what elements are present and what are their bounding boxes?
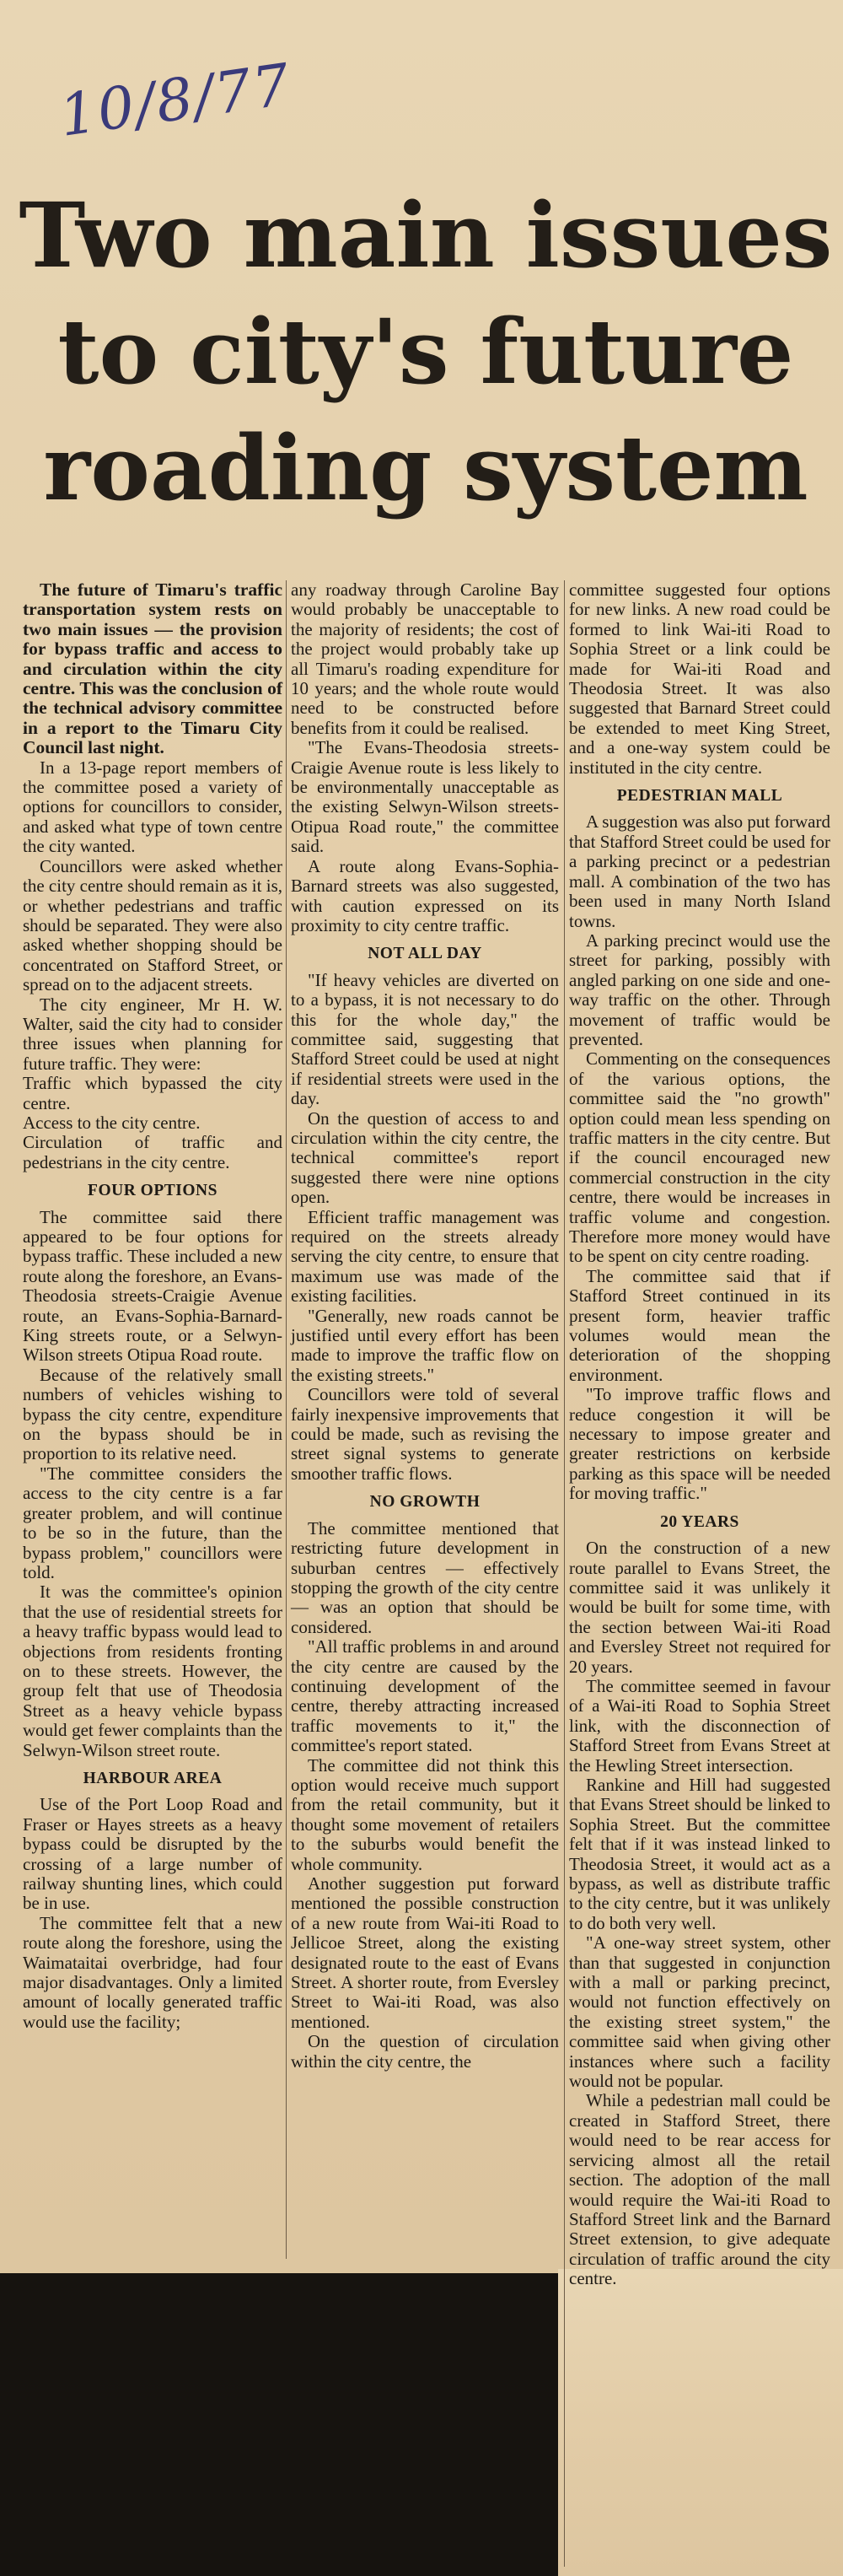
article-paragraph: "Generally, new roads cannot be justified until every effort has been made to improve the traffic flow on the existing streets." <box>291 1305 559 1385</box>
article-paragraph: Councillors were asked whether the city centre should remain as it is, or whether pedestrians and traffic should be separated. They were also asked whether shopping should be concentrated on Stafford Street, or spread on to the adjacent streets. <box>23 855 282 995</box>
article-lead-paragraph: The future of Timaru's traffic transportation system rests on two main issues — the provision for bypass traffic and access to and circulation within the city centre. This was the conclusion of the technical advisory committee in a report to the Timaru City Council last night. <box>23 579 282 758</box>
section-subheading: PEDESTRIAN MALL <box>616 787 783 806</box>
article-paragraph: "The committee considers the access to the city centre is a far greater problem, and will continue to be so in the future, than the bypass problem," councillors were told. <box>23 1463 282 1582</box>
article-paragraph-continued: committee suggested four options for new links. A new road could be formed to link Wai-iti Road to Sophia Street or a link could be made for Wai-iti Road and Theodosia Street. It was also suggested that Barnard Street could be extended to meet King Street, and a one-way system could be instituted in the city centre. <box>569 579 830 778</box>
article-paragraph: On the question of access to and circulation within the city centre, the technical committee's report suggested there were nine options open. <box>291 1107 559 1208</box>
article-paragraph: The committee did not think this option would receive much support from the retail community, but it thought some movement of retailers to the suburbs would benefit the whole community. <box>291 1754 559 1874</box>
headline <box>17 177 835 526</box>
headline-line-1: Two main issues <box>19 182 833 288</box>
article-column-3 <box>569 580 830 2289</box>
article-paragraph: On the question of circulation within the city centre, the <box>291 2031 559 2072</box>
article-paragraph: The committee mentioned that restricting future development in suburban centres — effectively stopping the growth of the city centre — was an option that should be considered. <box>291 1517 559 1637</box>
article-paragraph: A route along Evans-Sophia-Barnard streets was also suggested, with caution expressed on its proximity to city centre traffic. <box>291 855 559 935</box>
article-paragraph: "If heavy vehicles are diverted on to a bypass, it is not necessary to do this for the whole day," the committee said, suggesting that Stafford Street could be used at night if residential streets were used in the day. <box>291 969 559 1109</box>
article-paragraph: In a 13-page report members of the committee posed a variety of options for councillors to consider, and asked what type of town centre the city wanted. <box>23 757 282 857</box>
section-subheading: FOUR OPTIONS <box>88 1182 217 1200</box>
article-paragraph: The city engineer, Mr H. W. Walter, said the city had to consider three issues when planning for future traffic. They were: <box>23 994 282 1074</box>
section-subheading: NO GROWTH <box>369 1493 481 1512</box>
article-list-item: Circulation of traffic and pedestrians in the city centre. <box>23 1132 282 1172</box>
article-paragraph: "A one-way street system, other than that suggested in conjunction with a mall or parking precinct, would not function effectively on the existing street system," the committee said when giving other instances where such a facility would not be popular. <box>569 1932 830 2092</box>
section-subheading: 20 YEARS <box>660 1512 739 1531</box>
article-paragraph: On the construction of a new route parallel to Evans Street, the committee said it was unlikely it would be built for some time, with the section between Wai-iti Road and Eversley Street not required for 20 years. <box>569 1538 830 1677</box>
article-paragraph: Rankine and Hill had suggested that Evans Street should be linked to Sophia Street. But the committee felt that if it was instead linked to Theodosia Street, it would act as a bypass, as well as distribute traffic to the city centre, but it was unlikely to do both very well. <box>569 1774 830 1933</box>
headline-line-2: to city's future <box>57 299 794 404</box>
handwritten-date: 10/8/77 <box>55 51 296 150</box>
article-paragraph: Use of the Port Loop Road and Fraser or Hayes streets as a heavy bypass could be disrupted by the crossing of a large number of railway shunting lines, which could be in use. <box>23 1794 282 1914</box>
article-paragraph: Councillors were told of several fairly inexpensive improvements that could be made, such as revising the street signal systems to generate smoother traffic flows. <box>291 1384 559 1484</box>
article-column-1 <box>23 580 282 2032</box>
article-paragraph: "The Evans-Theodosia streets-Craigie Avenue route is less likely to be environmentally unacceptable as the existing Selwyn-Wilson streets-Otipua Road route," the committee said. <box>291 737 559 857</box>
article-list-item: Access to the city centre. <box>23 1112 201 1133</box>
section-subheading: NOT ALL DAY <box>368 945 482 963</box>
article-paragraph: "To improve traffic flows and reduce congestion it will be necessary to impose greater and greater restrictions on kerbside parking as this space will be needed for moving traffic." <box>569 1384 830 1504</box>
section-subheading: HARBOUR AREA <box>83 1769 223 1787</box>
headline-line-3: roading system <box>43 415 808 520</box>
column-divider <box>564 580 565 2567</box>
article-list-item: Traffic which bypassed the city centre. <box>23 1073 282 1113</box>
article-paragraph: Because of the relatively small numbers of vehicles wishing to bypass the city centre, expenditure on the bypass should be in proportion to its relative need. <box>23 1364 282 1464</box>
article-column-2 <box>291 580 559 2072</box>
article-paragraph: A parking precinct would use the street for parking, possibly with angled parking on one side and one-way traffic on the other. Through movement of traffic would be prevented. <box>569 930 830 1049</box>
article-paragraph: The committee said that if Stafford Street continued in its present form, heavier traffic volumes would mean the deterioration of the shopping environment. <box>569 1265 830 1385</box>
article-paragraph: Efficient traffic management was required on the streets already serving the city centre, to ensure that maximum use was made of the existing facilities. <box>291 1206 559 1307</box>
article-paragraph: While a pedestrian mall could be created in Stafford Street, there would need to be rear access for servicing almost all the retail section. The adoption of the mall would require the Wai-iti Road to Stafford Street link and the Barnard Street extension, to give adequate circulation of traffic around the city centre. <box>569 2090 830 2289</box>
article-paragraph: A suggestion was also put forward that Stafford Street could be used for a parking precinct or a pedestrian mall. A combination of the two has been used in many North Island towns. <box>569 811 830 931</box>
article-paragraph: The committee seemed in favour of a Wai-iti Road to Sophia Street link, with the disconnection of Stafford Street from Evans Street at the Hewling Street intersection. <box>569 1675 830 1776</box>
article-paragraph: Another suggestion put forward mentioned the possible construction of a new route from Wai-iti Road to Jellicoe Street, along the existing designated route to the east of Evans Street. A shorter route, from Eversley Street to Wai-iti Road, was also mentioned. <box>291 1873 559 2032</box>
article-paragraph: Commenting on the consequences of the various options, the committee said the "no growth" option could mean less spending on traffic matters in the city centre. But if the council encouraged new commercial construction in the city centre, there would be increases in traffic volume and congestion. Therefore more money would have to be spent on city centre roading. <box>569 1048 830 1267</box>
article-paragraph-continued: any roadway through Caroline Bay would probably be unacceptable to the majority of residents; the cost of the project would probably take up all Timaru's roading expenditure for 10 years; and the whole route would need to be constructed before benefits from it could be realised. <box>291 579 559 738</box>
newsprint-sheet-tail <box>558 2269 843 2576</box>
article-paragraph: It was the committee's opinion that the use of residential streets for a heavy traffic bypass would lead to objections from residents fronting on to these streets. However, the group felt that use of Theodosia Street as a heavy vehicle bypass would get fewer complaints than the Selwyn-Wilson street route. <box>23 1582 282 1760</box>
article-paragraph: The committee felt that a new route along the foreshore, using the Waimataitai overbridge, had four major disadvantages. Only a limited amount of locally generated traffic would use the facility; <box>23 1912 282 2032</box>
article-paragraph: "All traffic problems in and around the city centre are caused by the continuing development of the centre, thereby attracting increased traffic movements to it," the committee's report stated. <box>291 1636 559 1756</box>
article-paragraph: The committee said there appeared to be four options for bypass traffic. These included a new route along the foreshore, an Evans-Theodosia streets-Craigie Avenue route, an Evans-Sophia-Barnard-King streets route, or a Selwyn-Wilson streets Otipua Road route. <box>23 1206 282 1366</box>
column-divider <box>286 580 287 2259</box>
